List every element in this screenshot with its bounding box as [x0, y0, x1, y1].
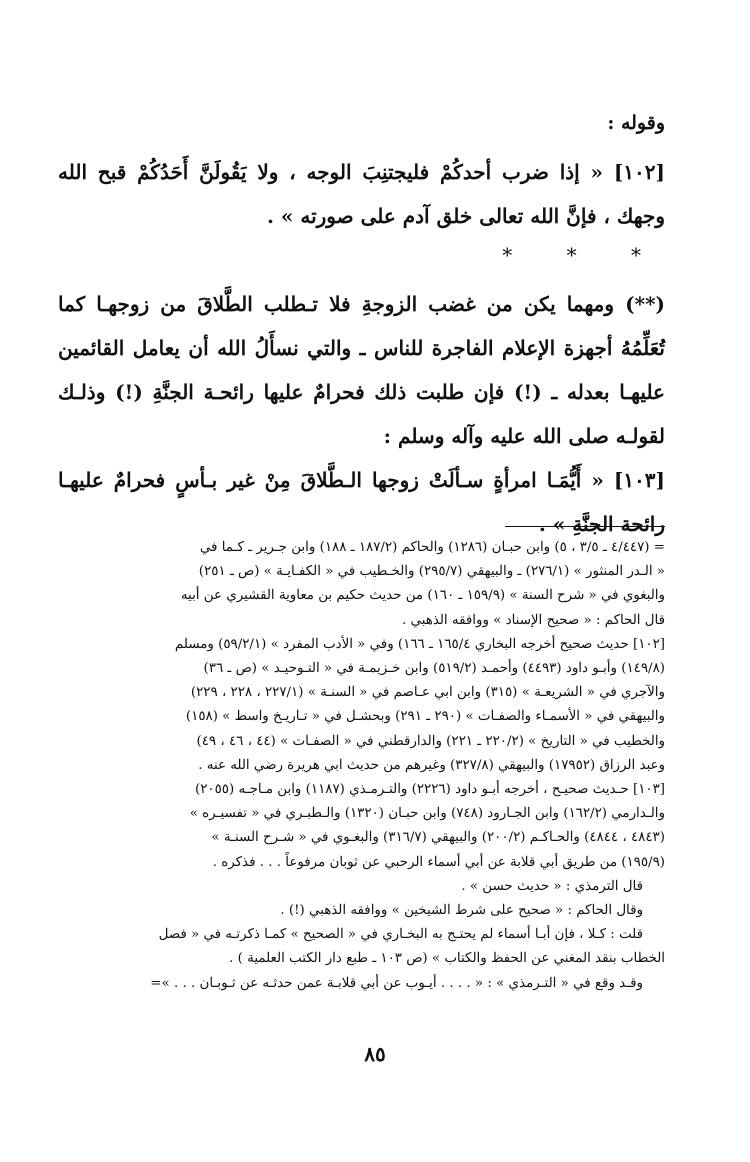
footnote-line: وقـد وقع في « التـرمذي » : « . . . . أيـوب عن أبي قلابـة عمن حدثـه عن ثـوبـان . . . »=: [150, 975, 643, 991]
footnote-divider: [505, 526, 665, 527]
hadith-103: [١٠٣] « أَيُّمَـا امرأةٍ سـألَتْ زوجها الـطَّلاقَ مِنْ غير بـأسٍ فحرامٌ عليهـا رائحة الجنَّةِ » .: [58, 468, 665, 536]
footnote-line: والخطيب في « التاريخ » (٢٢٠/٢ ـ ٢٢١) والدارقطني في « الصفـات » (٤٤ ، ٤٦ ، ٤٩): [196, 733, 665, 749]
footnote-line: (١٩٥/٩) من طريق أبي قلابة عن أبي أسماء الرحبي عن ثوبان مرفوعاً . . . فذكره .: [212, 854, 665, 870]
footnote-102: [58, 633, 665, 778]
footnotes: [58, 536, 665, 996]
intro-line: وقوله :: [607, 112, 665, 134]
footnote-line: (١٤٩/٨) وأبـو داود (٤٤٩٣) وأحمـد (٥١٩/٢) وابن خـزيمـة في « التـوحيـد » (ص ـ ٣٦): [203, 661, 665, 677]
footnote-line: قال الحاكم : « صحيح الإسناد » ووافقه الذهبي .: [402, 612, 665, 628]
footnote-line: [١٠٢] حديث صحيح أخرجه البخاري ١٦٥/٤ ـ ١٦٦) وفي « الأدب المفرد » (٥٩/٢/١) ومسلم: [174, 636, 665, 652]
footnote-line: (٤٨٤٣ ، ٤٨٤٤) والحـاكـم (٢٠٠/٢) والبيهقي (٣١٦/٧) والبغـوي في « شـرح السنـة »: [211, 830, 665, 846]
footnote-line: والبغوي في « شرح السنة » (١٥٩/٩ ـ ١٦٠) من حديث حكيم بن معاوية القشيري عن أبيه: [180, 588, 665, 604]
footnote-line: قال الترمذي : « حديث حسن » .: [461, 878, 643, 894]
hadith-102: [١٠٢] « إذا ضرب أحدكُمْ فليجتنِبَ الوجه ، ولا يَقُولَنَّ أَحَدُكُمْ قبح الله وجهك ، فإنَّ الله تعالى خلق آدم على صورته » .: [58, 160, 665, 228]
footnote-line: = (٤/٤٤٧ ـ ٣/٥ ، ٥) وابن حبـان (١٢٨٦) والحاكم (١٨٧/٢ ـ ١٨٨) وابن جـرير ـ كـما في: [199, 540, 665, 555]
footnote-line: [١٠٣] حـديث صحيـح ، أخرجه أبـو داود (٢٢٢٦) والتـرمـذي (١١٨٧) وابن مـاجـه (٢٠٥٥): [194, 782, 665, 798]
footnote-line: وقال الحاكم : « صحيح على شرط الشيخين » ووافقه الذهبي (!) .: [280, 903, 643, 919]
footnote-line: « الـدر المنثور » (٢٧٦/١) ـ والبيهقي (٢٩٥/٧) والخـطيب في « الكفـايـة » (ص ـ ٢٥١): [198, 564, 665, 580]
footnote-line: وعبد الرزاق (١٧٩٥٢) والبيهقي (٣٢٧/٨) وغيرهم من حديث ابي هريرة رضي الله عنه .: [198, 757, 665, 773]
footnote-line: الخطاب بنقد المغني عن الحفظ والكتاب » (ص ١٠٣ ـ طبع دار الكتب العلمية ) .: [229, 951, 665, 967]
footnote-103: [58, 778, 665, 996]
footnote-continuation: [58, 536, 665, 633]
author-comment: (**) ومهما يكن من غضب الزوجةِ فلا تـطلب الطَّلاقَ من زوجهـا كما تُعَلِّمُهُ أجهزة الإعلام الفاجرة للناس ـ والتي نسأَلُ الله أن يعامل القائمين عليهـا بعدله ـ (!) فإن طلبت ذلك فحرامٌ عليها رائحـة الجنَّةِ (!) وذلـك لقولـه صلى الله عليه وآله وسلم :: [58, 292, 665, 448]
footnote-line: والآجري في « الشريعـة » (٣١٥) وابن ابي عـاصم في « السنـة » (٢٢٧/١ ، ٢٢٨ ، ٢٢٩): [190, 685, 665, 701]
footnote-line: قلت : كـلا ، فإن أبـا أسماء لم يحتـج به البخـاري في « الصحيح » كمـا ذكرتـه في « فصل: [158, 927, 643, 943]
footnote-line: والبيهقي في « الأسمـاء والصفـات » (٢٩٠ ـ ٢٩١) وبحشـل في « تـاريـخ واسط » (١٥٨): [185, 709, 665, 725]
page-number: ٨٥: [364, 1042, 386, 1066]
main-text: [58, 108, 665, 546]
section-separator: * * *: [502, 243, 665, 267]
footnote-line: والـدارمي (١٦٢/٢) وابن الجـارود (٧٤٨) وابن حبـان (١٣٢٠) والـطبـري في « تفسيـره »: [189, 806, 665, 822]
